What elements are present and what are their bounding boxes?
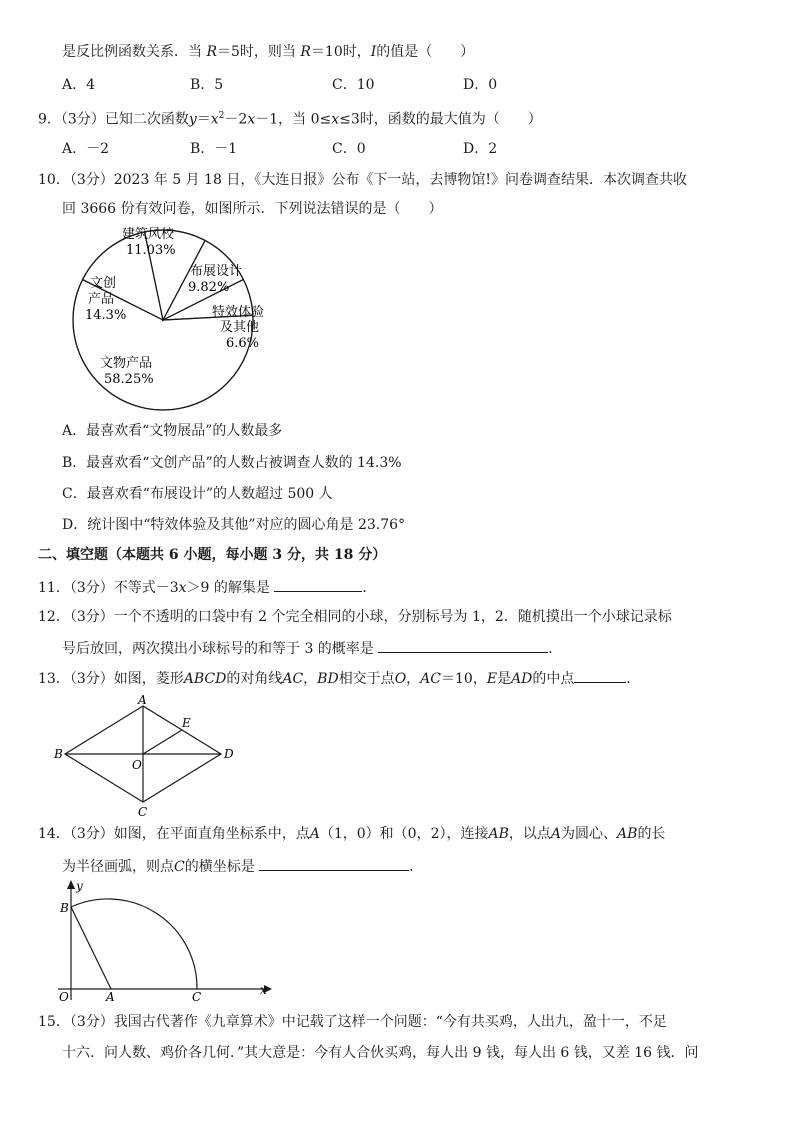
text: ， [303,671,318,687]
text: ＝10， [441,671,487,687]
text: ＝5时，则当 [217,44,301,60]
segment-oe [143,730,182,754]
section-heading: 二、填空题（本题共 6 小题，每小题 3 分，共 18 分） [38,547,387,563]
q10-option-d[interactable]: D．统计图中“特效体验及其他”对应的圆心角是 23.76° [62,517,406,533]
text: 9．（3分）已知二次函数 [38,111,189,128]
label-wenwu-pct: 58.25% [104,372,154,387]
q9-option-b[interactable]: B．－1 [190,141,238,157]
label-wenchuang-name2: 产品 [88,292,115,307]
var-x: x [247,111,256,128]
text: 为半径画弧，则点 [62,859,174,875]
text: 的对角线 [226,671,283,687]
q8-option-c[interactable]: C．10 [332,77,375,93]
var: BD [317,671,339,687]
segment-ab [71,907,111,989]
var: AD [511,671,533,687]
text: ， [406,671,421,687]
var: C [174,859,185,875]
q12-stem-line1: 12．（3分）一个不透明的口袋中有 2 个完全相同的小球，分别标号为 1，2．随机摸出一个小球记录标 [38,609,672,625]
label-wenchuang-pct: 14.3% [85,308,127,323]
text: －2 [224,111,248,128]
label-c: C [138,805,148,819]
text: 的长 [637,826,666,842]
q9-stem [38,106,542,130]
q12-stem-line2 [62,638,562,659]
pie-chart [40,220,300,420]
answer-blank[interactable] [378,638,548,653]
label-wenchuang-name1: 文创 [90,276,117,291]
label-d: D [224,747,234,761]
text: ＞9 的解集是 [186,580,270,596]
q9-option-d[interactable]: D．2 [463,141,498,157]
label-c: C [192,990,202,1004]
text: 是 [497,671,512,687]
answer-blank[interactable] [274,577,362,592]
text: ． [626,671,641,687]
q10-option-b[interactable]: B．最喜欢看“文创产品”的人数占被调查人数的 14.3% [62,455,402,471]
text: 号后放回，两次摸出小球标号的和等于 3 的概率是 [62,641,374,657]
text: ＝ [196,111,211,128]
text: ，以点 [508,826,551,842]
label-e: E [182,716,191,730]
label-jianzhu-pct: 11.03% [126,243,176,258]
text: 是反比例函数关系．当 [62,44,207,60]
rhombus-diagram [50,694,250,822]
var-x: x [331,111,340,128]
label-a: A [106,990,115,1004]
q10-option-a[interactable]: A．最喜欢看“文物展品”的人数最多 [62,423,283,439]
q8-option-b[interactable]: B．5 [190,77,224,93]
label-b: B [60,901,69,915]
var: AC [420,671,441,687]
var-R: R [206,44,217,60]
var-x: x [210,111,219,128]
arc-bc [71,899,197,989]
text: ． [548,641,563,657]
var: ABCD [183,671,227,687]
q15-stem-line1: 15．（3分）我国古代著作《九章算术》中记载了这样一个问题：“今有共买鸡，人出九，盈十一，不足 [38,1014,667,1030]
var: AB [617,826,638,842]
label-jianzhu-name: 建筑风校 [122,227,175,242]
var: AB [488,826,509,842]
text: 为圆心、 [561,826,618,842]
q8-option-a[interactable]: A．4 [62,77,96,93]
q10-option-c[interactable]: C．最喜欢看“布展设计”的人数超过 500 人 [62,486,333,502]
label-b: B [54,747,63,761]
q8-stem [62,42,474,62]
exponent: 2 [218,111,225,121]
q10-stem-line2: 回 3666 份有效问卷，如图所示．下列说法错误的是（ ） [62,201,443,217]
text: 的中点 [532,671,575,687]
label-texiao-name1: 特效体验 [212,305,265,320]
label-x: x [260,983,267,997]
text: 14．（3分）如图，在平面直角坐标系中，点 [38,826,310,842]
var-y: y [188,111,197,128]
label-a: A [138,694,147,707]
q9-option-a[interactable]: A．－2 [62,141,110,157]
label-texiao-name2: 及其他 [220,320,260,335]
text: 13．（3分）如图，菱形 [38,671,184,687]
var: AC [282,671,304,687]
answer-blank[interactable] [259,856,409,871]
q9-option-c[interactable]: C．0 [332,141,366,157]
label-o: O [132,758,142,772]
q10-stem-line1: 10．（3分）2023 年 5 月 18 日，《大连日报》公布《下一站，去博物馆!》问卷调查结果．本次调查共收 [38,172,687,188]
var-R: R [300,44,311,60]
text: （1，0）和（0，2），连接 [319,826,489,842]
label-texiao-pct: 6.6% [226,336,260,351]
var: A [309,826,320,842]
text: 的横坐标是 [184,859,255,875]
answer-blank[interactable] [574,668,626,683]
text: ≤3时，函数的最大值为（ ） [339,111,542,128]
q14-stem-line1 [38,824,665,844]
label-o: O [59,990,69,1004]
label-buzhan-pct: 9.82% [188,280,230,295]
text: －1，当 0≤ [255,111,332,128]
text: ． [362,580,377,596]
coordinate-diagram [52,876,282,1006]
text: 相交于点 [338,671,395,687]
text: 11．（3分）不等式－3 [38,580,179,596]
text: 的值是（ ） [376,44,475,60]
y-axis-arrow-icon [67,880,75,889]
q11-stem [38,577,376,598]
q8-option-d[interactable]: D．0 [463,77,498,93]
var: O [394,671,407,687]
label-buzhan-name: 布展设计 [190,264,243,279]
text: ． [409,859,424,875]
q13-stem [38,668,640,689]
var-x: x [178,580,187,596]
var: E [486,671,498,687]
q14-stem-line2 [62,856,423,877]
var-I: I [370,44,377,60]
var: A [550,826,562,842]
text: ＝10时， [310,44,371,60]
label-y: y [76,879,83,893]
label-wenwu-name: 文物产品 [100,356,153,371]
q15-stem-line2: 十六．问人数、鸡价各几何．”其大意是：今有人合伙买鸡，每人出 9 钱，每人出 6 钱，又差 16 钱．问 [62,1045,699,1061]
